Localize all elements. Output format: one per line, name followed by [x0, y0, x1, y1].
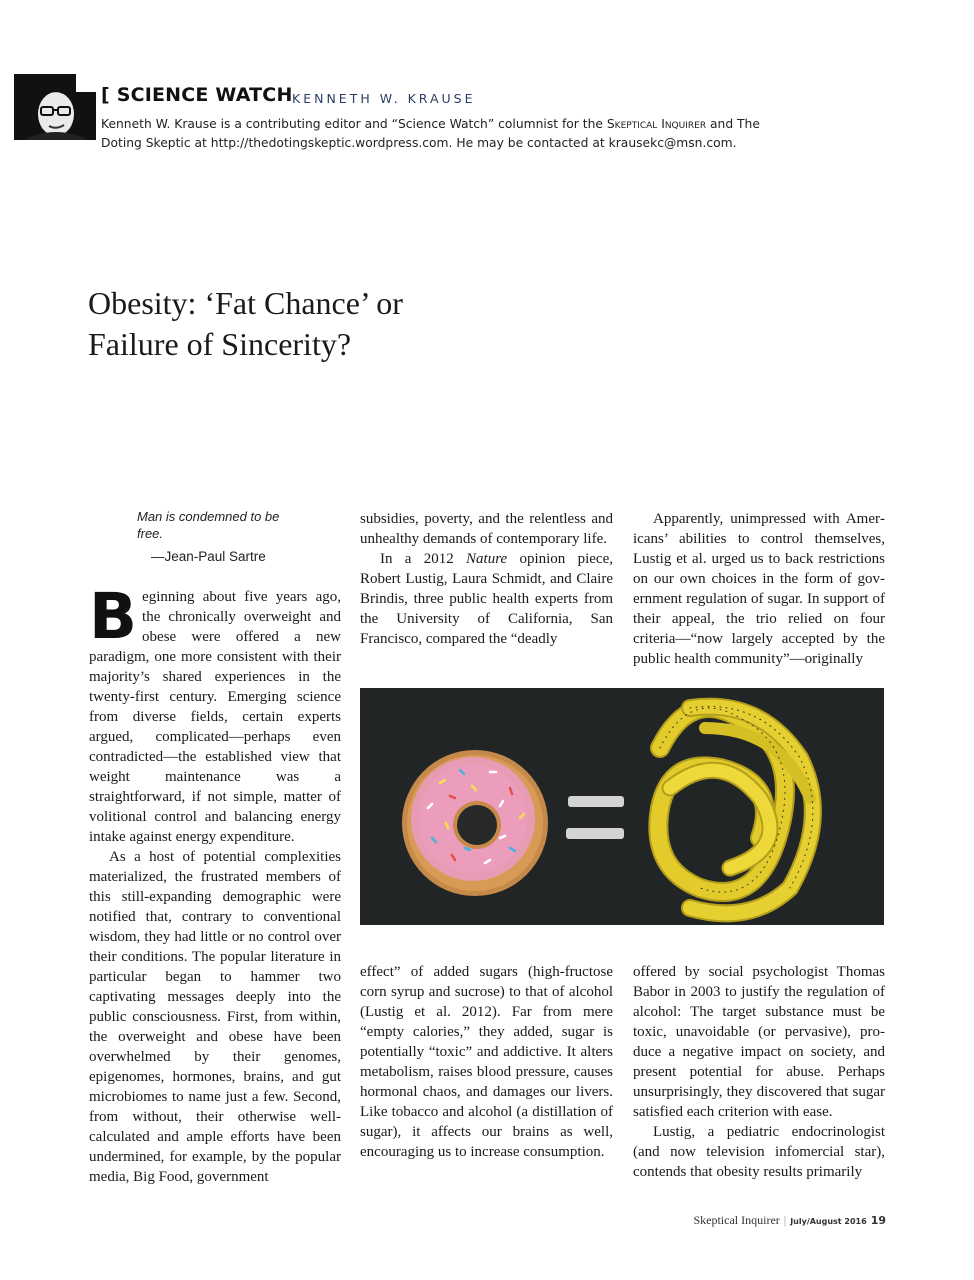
body-paragraph: [360, 549, 613, 649]
drop-cap: B: [89, 580, 138, 653]
bio-text-end: and The Doting Skeptic at http://thedotingskeptic.wordpress.com. He may be contacted at krausekc@msn.com.: [101, 117, 760, 150]
paragraph-text: opinion piece, Robert Lustig, Laura Schmidt, and Claire Brindis, three public health experts from the University of California, San Francisco, compared the “deadly: [360, 551, 613, 647]
body-paragraph: Apparently, unimpressed with Americans’ abilities to control themselves, Lustig et al. urged us to back restrictions on our own choices in the form of government regulation of sugar. In support of their appeal, the trio relied on four criteria—“now largely accepted by the public health community”—originally: [633, 511, 885, 667]
body-column-3-bottom: [633, 962, 885, 1182]
column-name: [ SCIENCE WATCH: [101, 84, 293, 106]
body-column-1: [89, 580, 341, 1187]
body-column-2-bottom: [360, 962, 613, 1162]
footer-magazine: Skeptical Inquirer: [693, 1213, 780, 1227]
paragraph-text: In a 2012: [380, 551, 467, 567]
journal-name: Nature: [466, 551, 508, 567]
author-portrait: [14, 74, 96, 140]
page-footer: [693, 1213, 886, 1228]
title-line-1: Obesity: ‘Fat Chance’ or: [88, 285, 403, 321]
epigraph-attribution: —Jean-Paul Sartre: [151, 549, 266, 564]
footer-issue: July/August 2016: [790, 1217, 867, 1226]
title-line-2: Failure of Sincerity?: [88, 326, 352, 362]
body-paragraph: As a host of potential complexities materialized, the frustrated members of this still-expanding demographic were notified that, contrary to conventional wisdom, they had little or no control over their conditions. The popular literature in particular began to hammer two captivating messages deeply into the public consciousness. First, from within, the overweight and obese have been overwhelmed by their genomes, epigenomes, hormones, brains, and gut microbiomes to name just a few. Second, from without, their otherwise well-calculated and ample efforts have been undermined, for example, by the popular media, Big Food, government: [89, 849, 341, 1185]
donut-image: [402, 750, 548, 896]
body-paragraph: Lustig, a pediatric endocrinologist (and now television infomercial star), contends that obesity results primarily: [633, 1124, 885, 1180]
body-paragraph: effect” of added sugars (high-fructose corn syrup and sucrose) to that of alcohol (Lustig et al. 2012). Far from mere “empty calories,” they added, sugar is potentially “toxic” and addictive. It alters metabolism, raises blood pressure, causes hormonal chaos, and damages our livers. Like tobacco and alcohol (a distillation of sugar), it affects our brains as well, encouraging us to increase consumption.: [360, 964, 613, 1160]
body-paragraph: subsidies, poverty, and the relentless and unhealthy demands of contemporary life.: [360, 511, 613, 547]
paragraph-text: eginning about five years ago, the chronically overweight and obese were offered a new paradigm, one more consistent with their majority’s shared experiences in the twenty-first century. Emerging science from diverse fields, certain experts argued, complicated—perhaps even contradicted—the established view that weight maintenance was a straightforward, if not simple, matter of volitional control and balancing energy intake against energy expenditure.: [89, 589, 341, 845]
body-column-3-top: [633, 509, 885, 669]
body-paragraph: [89, 580, 341, 847]
bio-text-start: Kenneth W. Krause is a contributing editor and “Science Watch” columnist for the: [101, 117, 607, 131]
article-title: [88, 283, 688, 365]
footer-separator: |: [783, 1213, 787, 1227]
epigraph-quote: Man is condemned to be free.: [137, 509, 280, 541]
body-column-2-top: [360, 509, 613, 649]
bio-magazine-name: Skeptical Inquirer: [606, 117, 707, 131]
author-bio: [101, 115, 801, 153]
donut-tape-photo: [360, 688, 884, 925]
page-number: 19: [870, 1214, 886, 1227]
body-paragraph: offered by social psychologist Thomas Babor in 2003 to justify the regulation of alcohol: The target substance must be toxic, unavoidable (or pervasive), produce a negative impact on society, and present potential for abuse. Perhaps unsurprisingly, they discovered that sugar satisfied each criterion with ease.: [633, 964, 885, 1120]
author-name: KENNETH W. KRAUSE: [292, 91, 476, 106]
